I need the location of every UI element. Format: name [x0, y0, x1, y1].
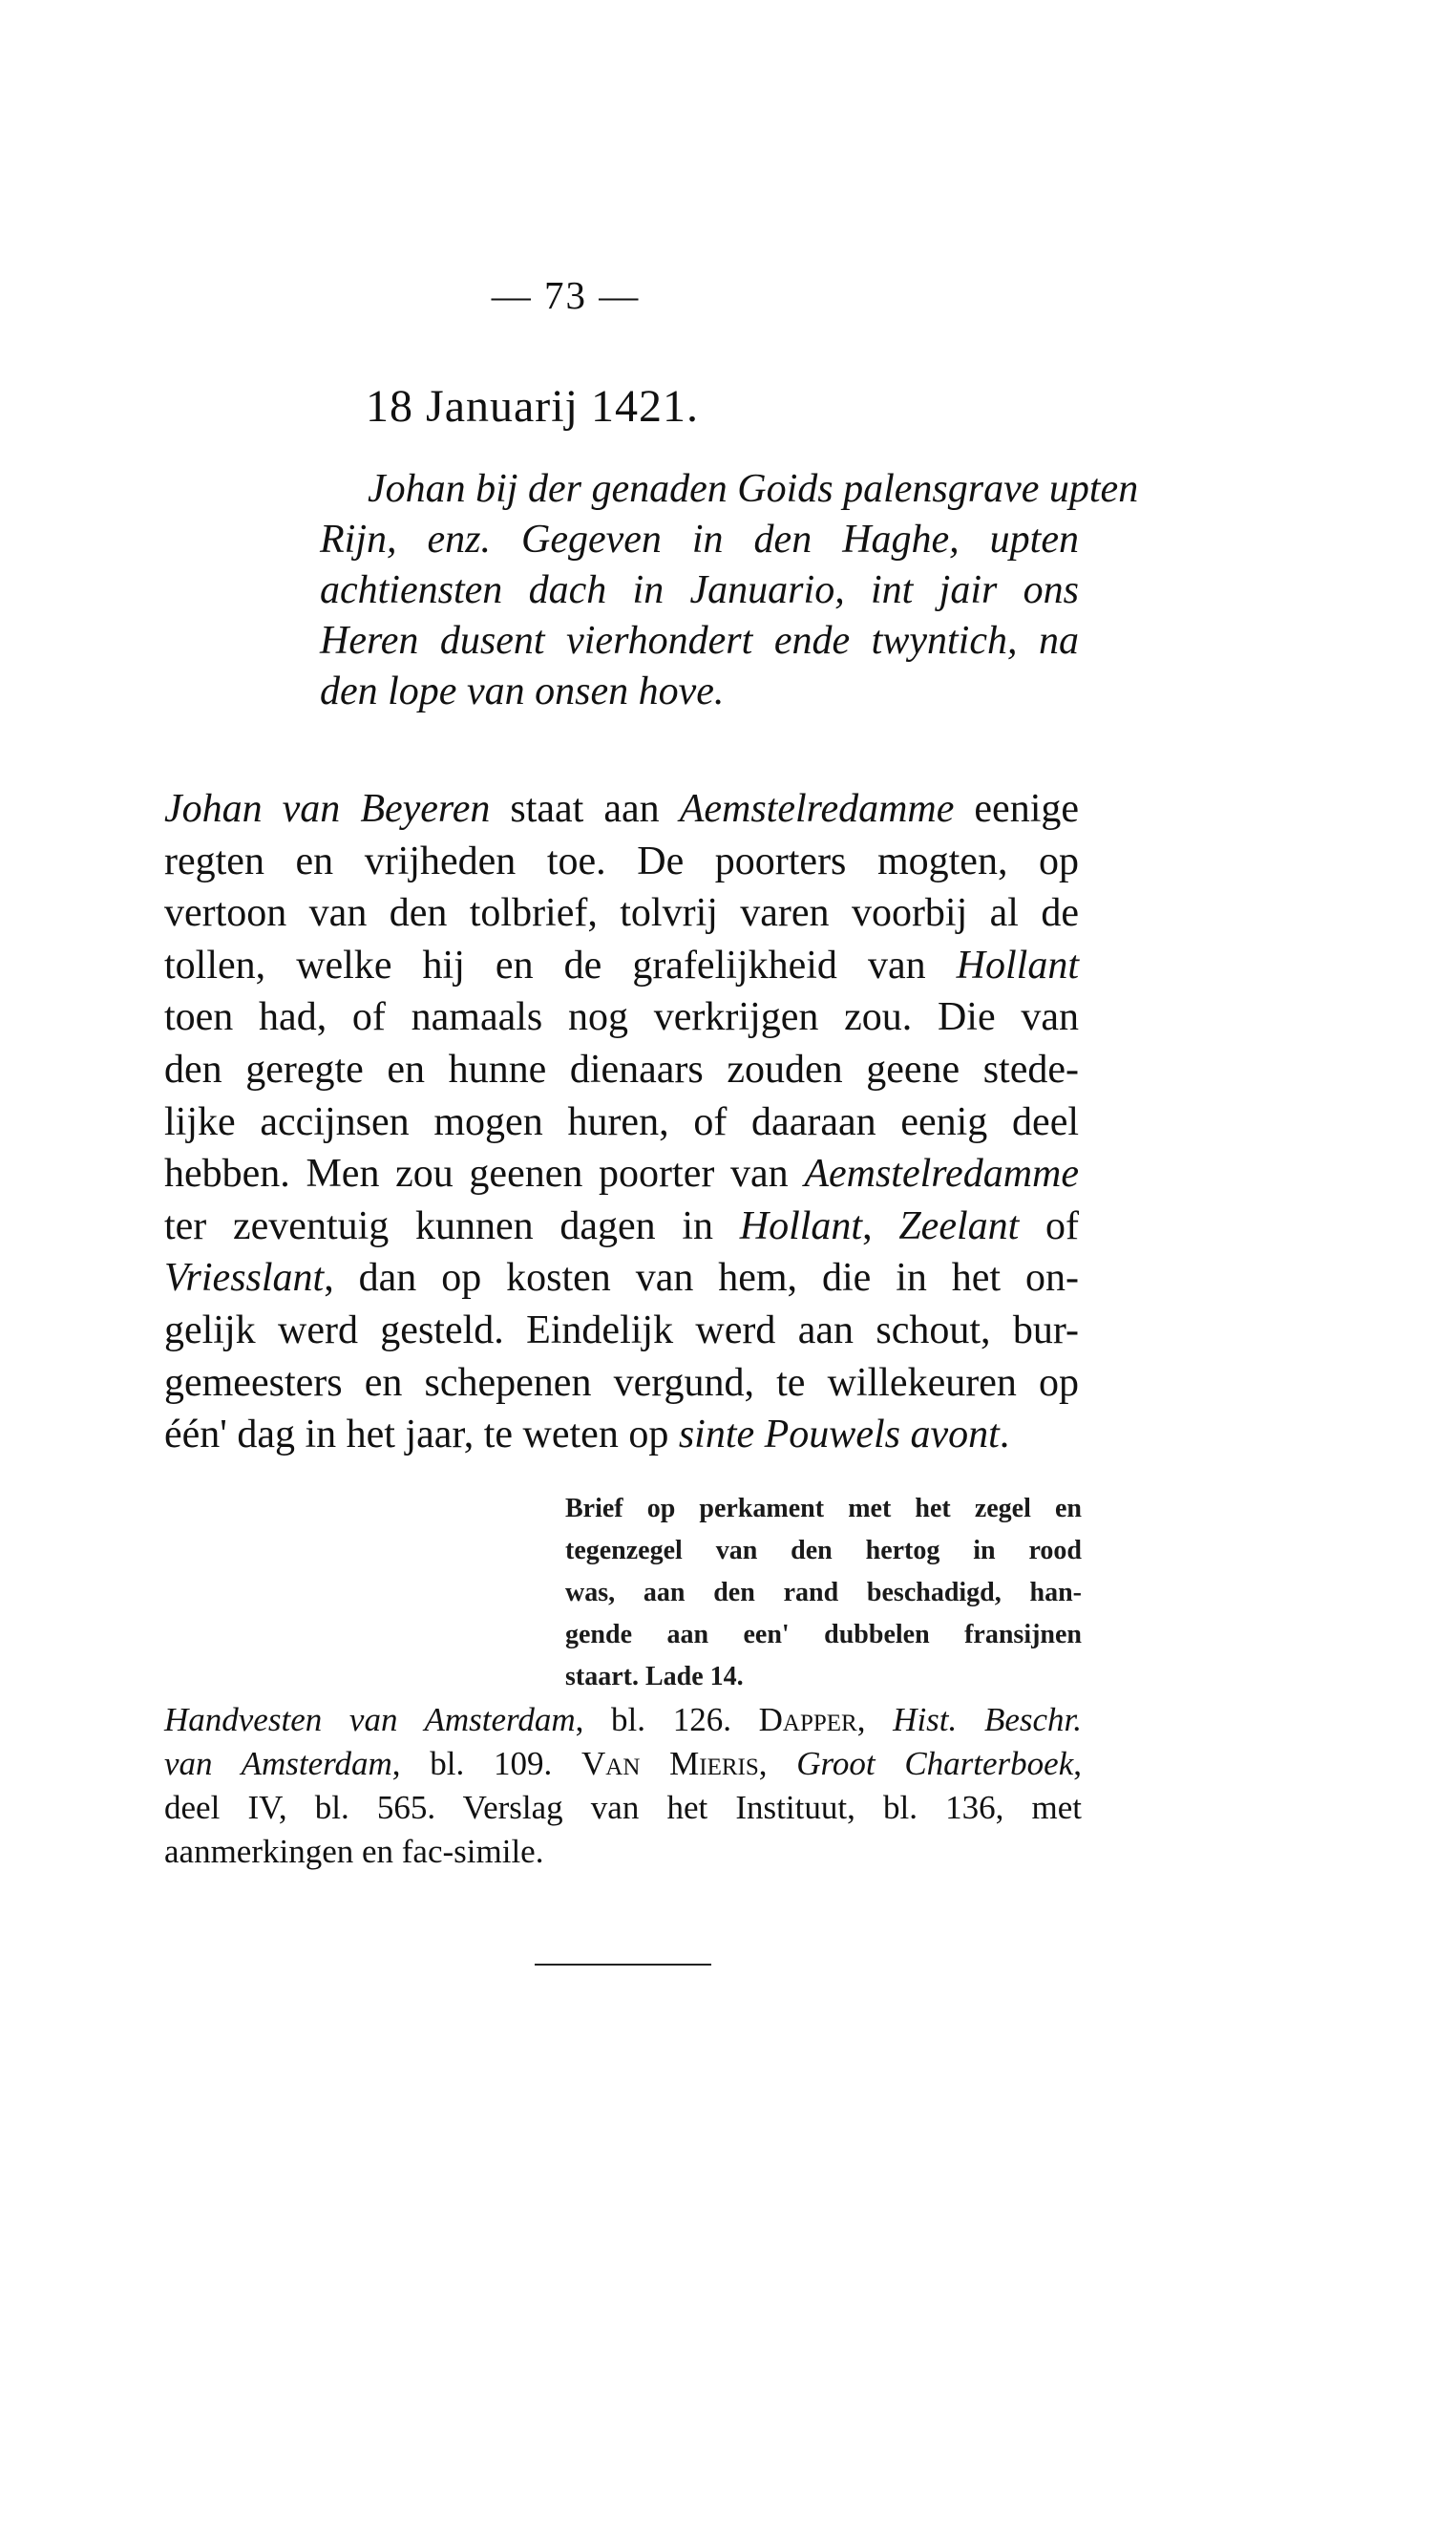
place-name: Zeelant	[898, 1203, 1020, 1248]
summary-line: regten en vrijheden toe. De poorters mogten, op	[164, 839, 1079, 883]
reference-line	[164, 1742, 1082, 1786]
place-name: Aemstelredamme	[804, 1152, 1079, 1197]
reference-line: deel IV, bl. 565. Verslag van het Instituut, bl. 136, met	[164, 1789, 1082, 1826]
summary-line	[164, 1148, 1079, 1201]
place-name: Vriesslant	[164, 1256, 325, 1301]
text-span: staat aan	[490, 787, 680, 831]
summary-line: toen had, of namaals nog verkrijgen zou. Die van	[164, 995, 1079, 1040]
person-name: Johan van Beyeren	[164, 787, 491, 831]
summary-line: den geregte en hunne dienaars zouden geene stede-	[164, 1047, 1079, 1092]
charter-summary	[164, 783, 1079, 1461]
summary-line: gemeesters en schepenen vergund, te willekeuren op	[164, 1360, 1079, 1405]
text-span: .	[999, 1413, 1010, 1457]
charter-opening-quote	[320, 464, 1139, 717]
summary-line	[164, 1201, 1079, 1253]
source-description	[565, 1488, 1082, 1698]
reference-line: aanmerkingen en fac-simile.	[164, 1833, 544, 1870]
text-span: tollen, welke hij en de grafelijkheid van	[164, 943, 957, 988]
text-span: hebben. Men zou geenen poorter van	[164, 1152, 805, 1197]
quote-line: Johan bij der genaden Goids palensgrave upten	[368, 467, 1139, 511]
author-name: Van Mieris	[581, 1745, 759, 1782]
summary-line	[164, 1252, 1079, 1305]
quote-line: achtiensten dach in Januario, int jair ons	[320, 568, 1079, 612]
summary-line: gelijk werd gesteld. Eindelijk werd aan schout, bur-	[164, 1308, 1079, 1352]
summary-line: lijke accijnsen mogen huren, of daaraan eenig deel	[164, 1099, 1079, 1144]
text-span: of	[1019, 1203, 1079, 1248]
place-name: Hollant	[956, 943, 1079, 988]
summary-line	[164, 783, 1079, 836]
place-name: Aemstelredamme	[679, 787, 955, 831]
quote-line: den lope van onsen hove.	[320, 670, 725, 713]
text-span: één' dag in het jaar, te weten op	[164, 1413, 679, 1457]
summary-line	[164, 940, 1079, 992]
place-name: Hollant	[739, 1203, 863, 1248]
page-number: — 73 —	[491, 273, 641, 317]
source-line: Brief op perkament met het zegel en	[565, 1494, 1082, 1523]
text-span: , dan op kosten van hem, die in het on-	[324, 1256, 1079, 1301]
source-line: gende aan een' dubbelen fransijnen	[565, 1620, 1082, 1649]
author-name: Dapper	[758, 1701, 857, 1738]
quote-line: Heren dusent vierhondert ende twyntich, na	[320, 619, 1079, 663]
source-line: tegenzegel van den hertog in rood	[565, 1536, 1082, 1565]
closing-rule	[535, 1964, 711, 1966]
text-span: ,	[758, 1745, 797, 1782]
text-span: , bl. 126.	[575, 1701, 759, 1738]
bibliographic-references	[164, 1698, 1082, 1874]
summary-line	[164, 1409, 1079, 1461]
quote-line: Rijn, enz. Gegeven in den Haghe, upten	[320, 518, 1079, 562]
summary-line: vertoon van den tolbrief, tolvrij varen voorbij al de	[164, 891, 1079, 936]
text-span: ,	[862, 1203, 899, 1248]
work-title: Groot Charterboek	[796, 1745, 1074, 1782]
text-span: ,	[856, 1701, 894, 1738]
text-span: eenige	[954, 787, 1080, 831]
feast-name: sinte Pouwels avont	[678, 1413, 1000, 1457]
work-title: Hist. Beschr.	[893, 1701, 1083, 1738]
text-span: ter zeventuig kunnen dagen in	[164, 1203, 740, 1248]
reference-line	[164, 1698, 1082, 1742]
source-line: staart. Lade 14.	[565, 1662, 744, 1691]
source-line: was, aan den rand beschadigd, han-	[565, 1578, 1082, 1607]
text-span: ,	[1073, 1745, 1082, 1782]
charter-date-heading: 18 Januarij 1421.	[366, 381, 699, 432]
work-title: van Amsterdam	[164, 1745, 392, 1782]
work-title: Handvesten van Amsterdam	[164, 1701, 576, 1738]
text-span: , bl. 109.	[391, 1745, 581, 1782]
